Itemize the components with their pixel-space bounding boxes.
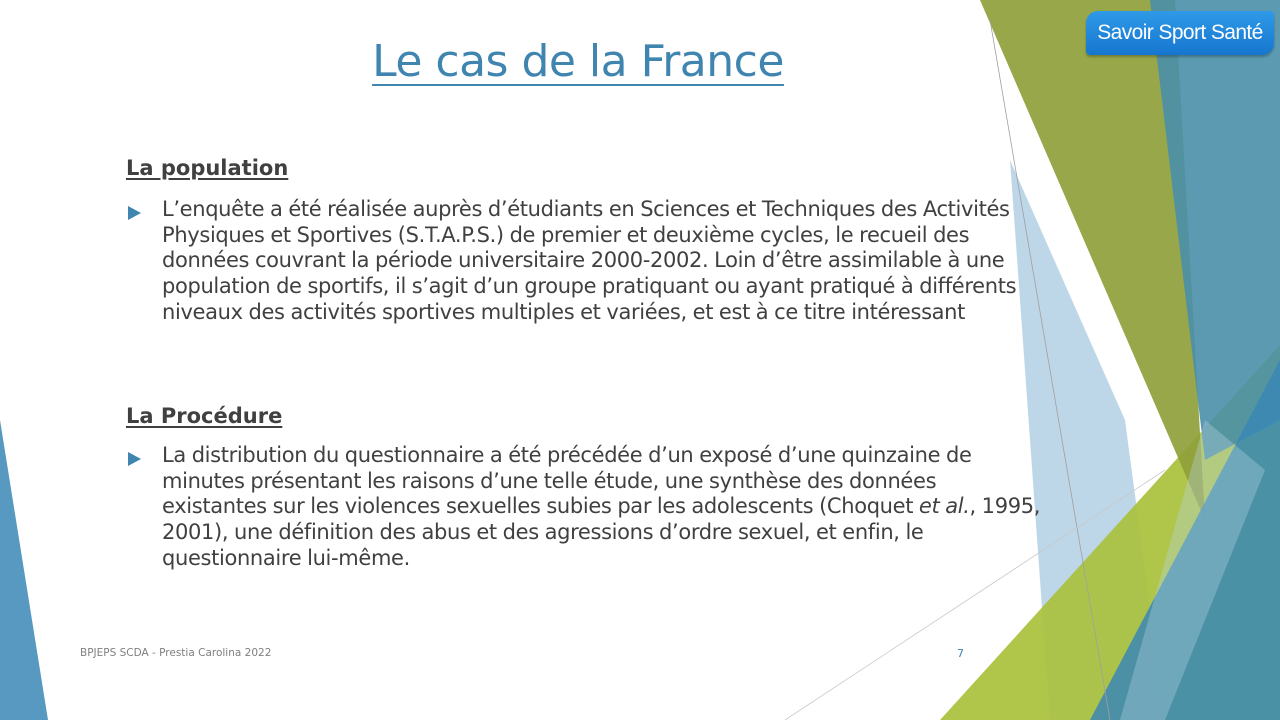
bullet-text-population: L’enquête a été réalisée auprès d’étudiants en Sciences et Techniques des Activités Physiques et Sportives (S.T.A.P.S.) de premier et deuxième cycles, le recueil des données couvrant la période universitaire 2000-2002. Loin d’être assimilable à une population de sportifs, il s’agit d’un groupe pratiquant ou ayant pratiqué à différents niveaux des activités sportives multiples et variées, et est à ce titre intéressant <box>162 197 1017 324</box>
deco-left-blue-shape <box>0 420 48 720</box>
section-heading-population: La population <box>126 156 289 180</box>
slide-title: Le cas de la France <box>372 36 784 87</box>
savoir-sport-sante-logo: Savoir Sport Santé <box>1086 11 1274 55</box>
triangle-bullet-icon <box>128 452 141 466</box>
triangle-bullet-icon <box>128 206 141 220</box>
bullet-item-procedure <box>126 443 1046 572</box>
bullet-text-procedure-italic: et al. <box>918 494 970 519</box>
bullet-text-procedure <box>162 443 1046 572</box>
page-number: 7 <box>957 647 964 660</box>
slide-footer: BPJEPS SCDA - Prestia Carolina 2022 <box>80 647 272 659</box>
section-heading-procedure: La Procédure <box>126 404 283 428</box>
bullet-text-procedure-part2: , 1995, 2001), une définition des abus et des agressions d’ordre sexuel, et enfin, le questionnaire lui-même. <box>162 494 1041 570</box>
bullet-item-population <box>126 197 1046 326</box>
bullet-text-procedure-part1: La distribution du questionnaire a été précédée d’un exposé d’une quinzaine de minutes présentant les raisons d’une telle étude, une synthèse des données existantes sur les violences sexuelles subies par les adolescents (Choquet <box>162 443 972 519</box>
